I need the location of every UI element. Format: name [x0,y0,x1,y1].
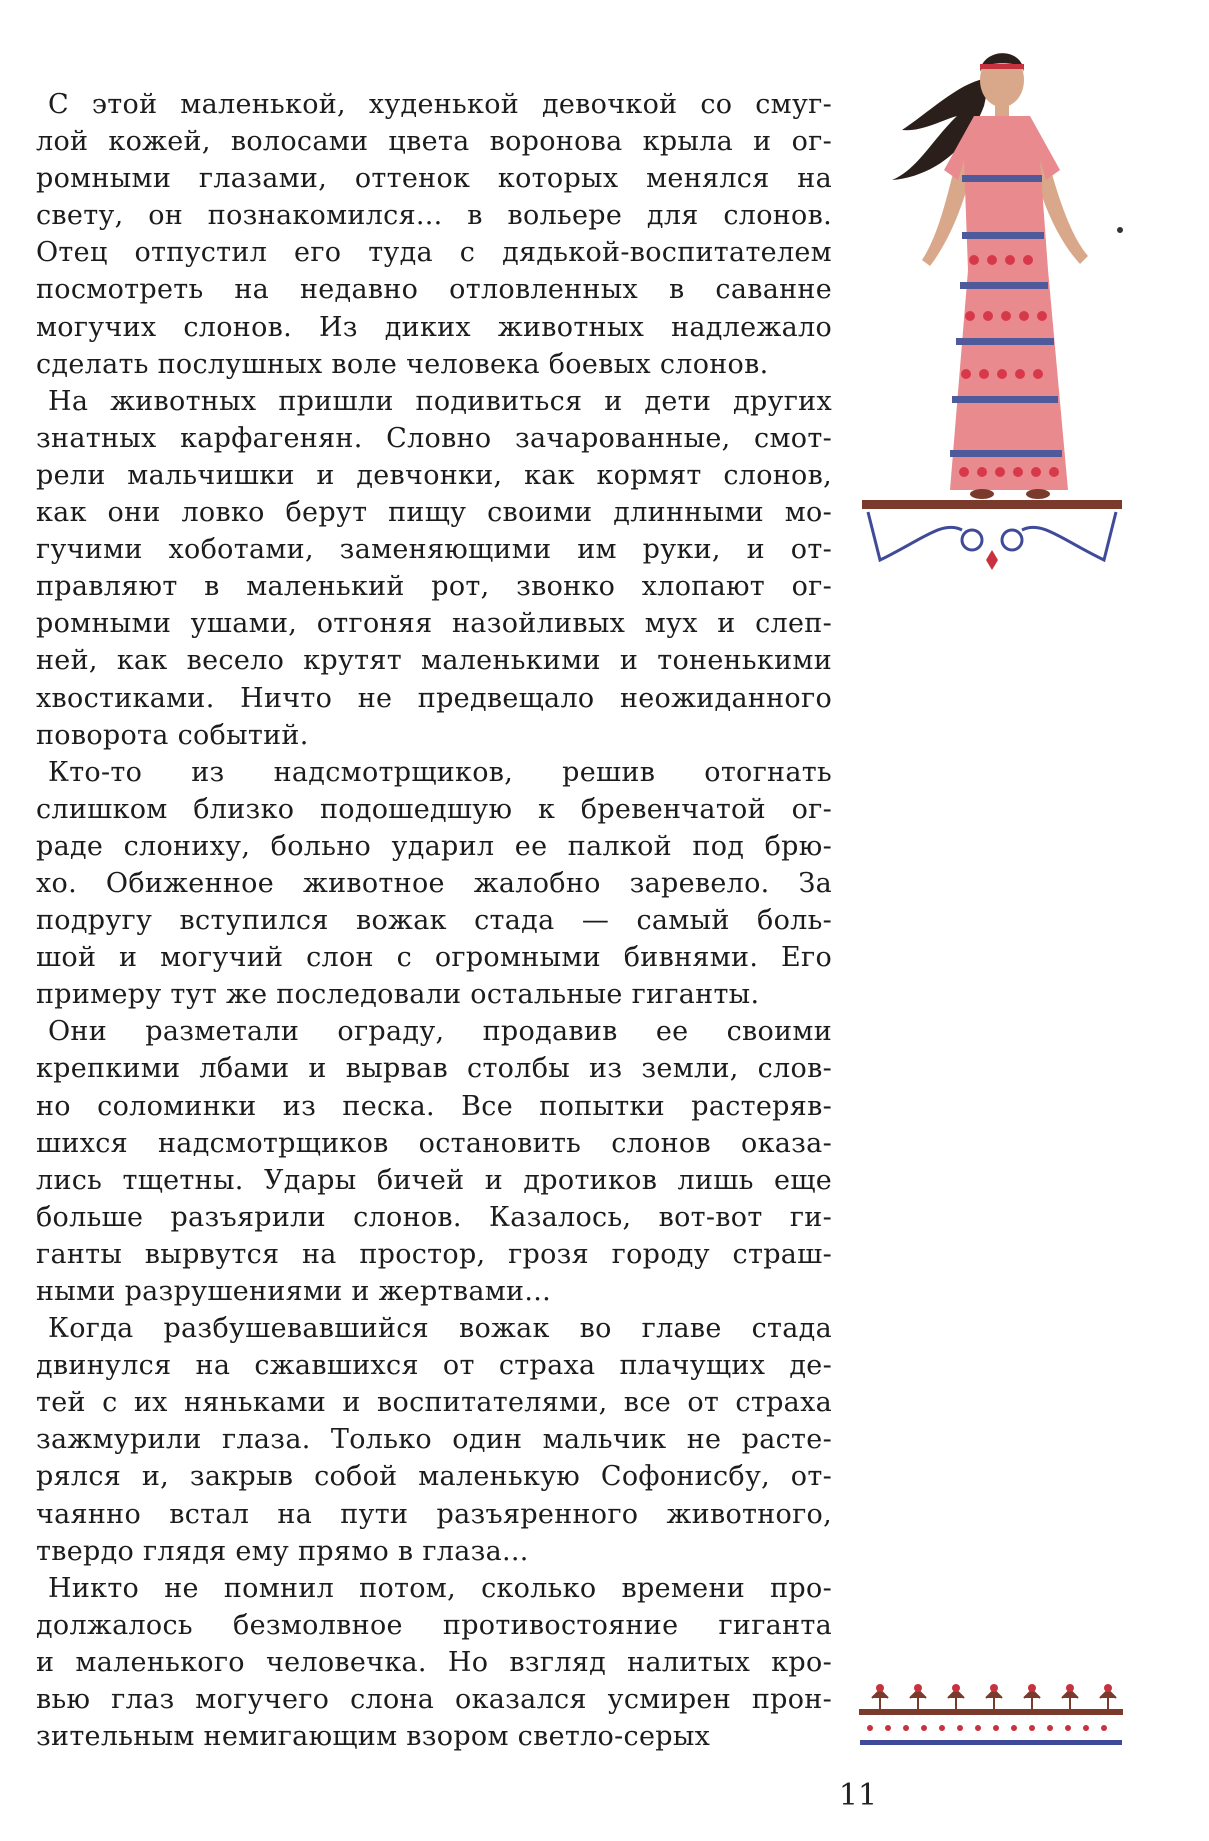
text-line: ромными глазами, оттенок которых менялся на [36,163,832,195]
text-line: должалось безмолвное противостояние гиганта [36,1609,832,1641]
text-line: вью глаз могучего слона оказался усмирен прон- [36,1684,832,1716]
text-line: шой и могучий слон с огромными бивнями. Его [36,942,832,974]
text-line: Отец отпустил его туда с дядькой-воспитателем [36,237,832,269]
text-line: шихся надсмотрщиков остановить слонов оказа- [36,1127,832,1159]
text-line: крепкими лбами и вырвав столбы из земли, слов- [36,1053,832,1085]
text-line: хвостиками. Ничто не предвещало неожиданного [36,682,832,714]
text-line: могучих слонов. Из диких животных надлежало [36,311,832,343]
text-line: лись тщетны. Удары бичей и дротиков лишь еще [36,1164,832,1196]
text-line: поворота событий. [36,719,309,751]
text-line: больше разъярили слонов. Казалось, вот-вот ги- [36,1201,832,1233]
text-line: рели мальчишки и девчонки, как кормят слонов, [36,459,832,491]
text-line: зительным немигающим взором светло-серых [36,1721,711,1753]
carthaginian-girl-illustration [862,20,1132,580]
text-line: гучими хоботами, заменяющими им руки, и от- [36,534,832,566]
text-line: рялся и, закрыв собой маленькую Софонисбу, от- [36,1461,832,1493]
text-line: свету, он познакомился... в вольере для слонов. [36,200,832,232]
text-line: лой кожей, волосами цвета воронова крыла и ог- [36,126,832,158]
pedestal-top [862,500,1122,509]
text-line: подругу вступился вожак стада — самый боль- [36,905,832,937]
text-line: тей с их няньками и воспитателями, все от страха [36,1387,832,1419]
text-line: Когда разбушевавшийся вожак во главе стада [48,1313,832,1345]
text-line: но соломинки из песка. Все попытки растеряв- [36,1090,832,1122]
text-line: слишком близко подошедшую к бревенчатой ог- [36,793,832,825]
text-line: как они ловко берут пищу своими длинными мо- [36,497,832,529]
text-line: Кто-то из надсмотрщиков, решив отогнать [48,756,832,788]
text-line: и маленького человечка. Но взгляд налитых кро- [36,1646,832,1678]
text-line: На животных пришли подивиться и дети других [48,385,832,417]
text-line: Они разметали ограду, продавив ее своими [48,1016,832,1048]
text-line: зажмурили глаза. Только один мальчик не расте- [36,1424,832,1456]
text-line: ней, как весело крутят маленькими и тоненькими [36,645,832,677]
page-number: 11 [838,1778,878,1813]
main-text-column [36,86,832,1755]
text-line: примеру тут же последовали остальные гиганты. [36,979,760,1011]
decorative-border-ornament [858,1680,1126,1758]
text-line: ными разрушениями и жертвами... [36,1276,551,1307]
text-line: Никто не помнил потом, сколько времени про- [48,1572,832,1604]
text-line: сделать послушных воле человека боевых слонов. [36,348,769,380]
text-line: раде слониху, больно ударил ее палкой под брю- [36,830,832,862]
text-line: правляют в маленький рот, звонко хлопают ог- [36,571,832,603]
text-line: знатных карфагенян. Словно зачарованные, смот- [36,422,832,454]
text-line: посмотреть на недавно отловленных в саванне [36,274,832,306]
text-line: ромными ушами, отгоняя назойливых мух и слеп- [36,608,832,640]
text-line: чаянно встал на пути разъяренного животного, [36,1498,832,1530]
text-line: С этой маленькой, худенькой девочкой со смуг- [48,89,832,120]
text-line: твердо глядя ему прямо в глаза... [36,1535,529,1567]
text-line: двинулся на сжавшихся от страха плачущих де- [36,1350,832,1382]
text-line: ганты вырвутся на простор, грозя городу страш- [36,1238,832,1270]
text-line: хо. Обиженное животное жалобно заревело. За [36,867,832,899]
